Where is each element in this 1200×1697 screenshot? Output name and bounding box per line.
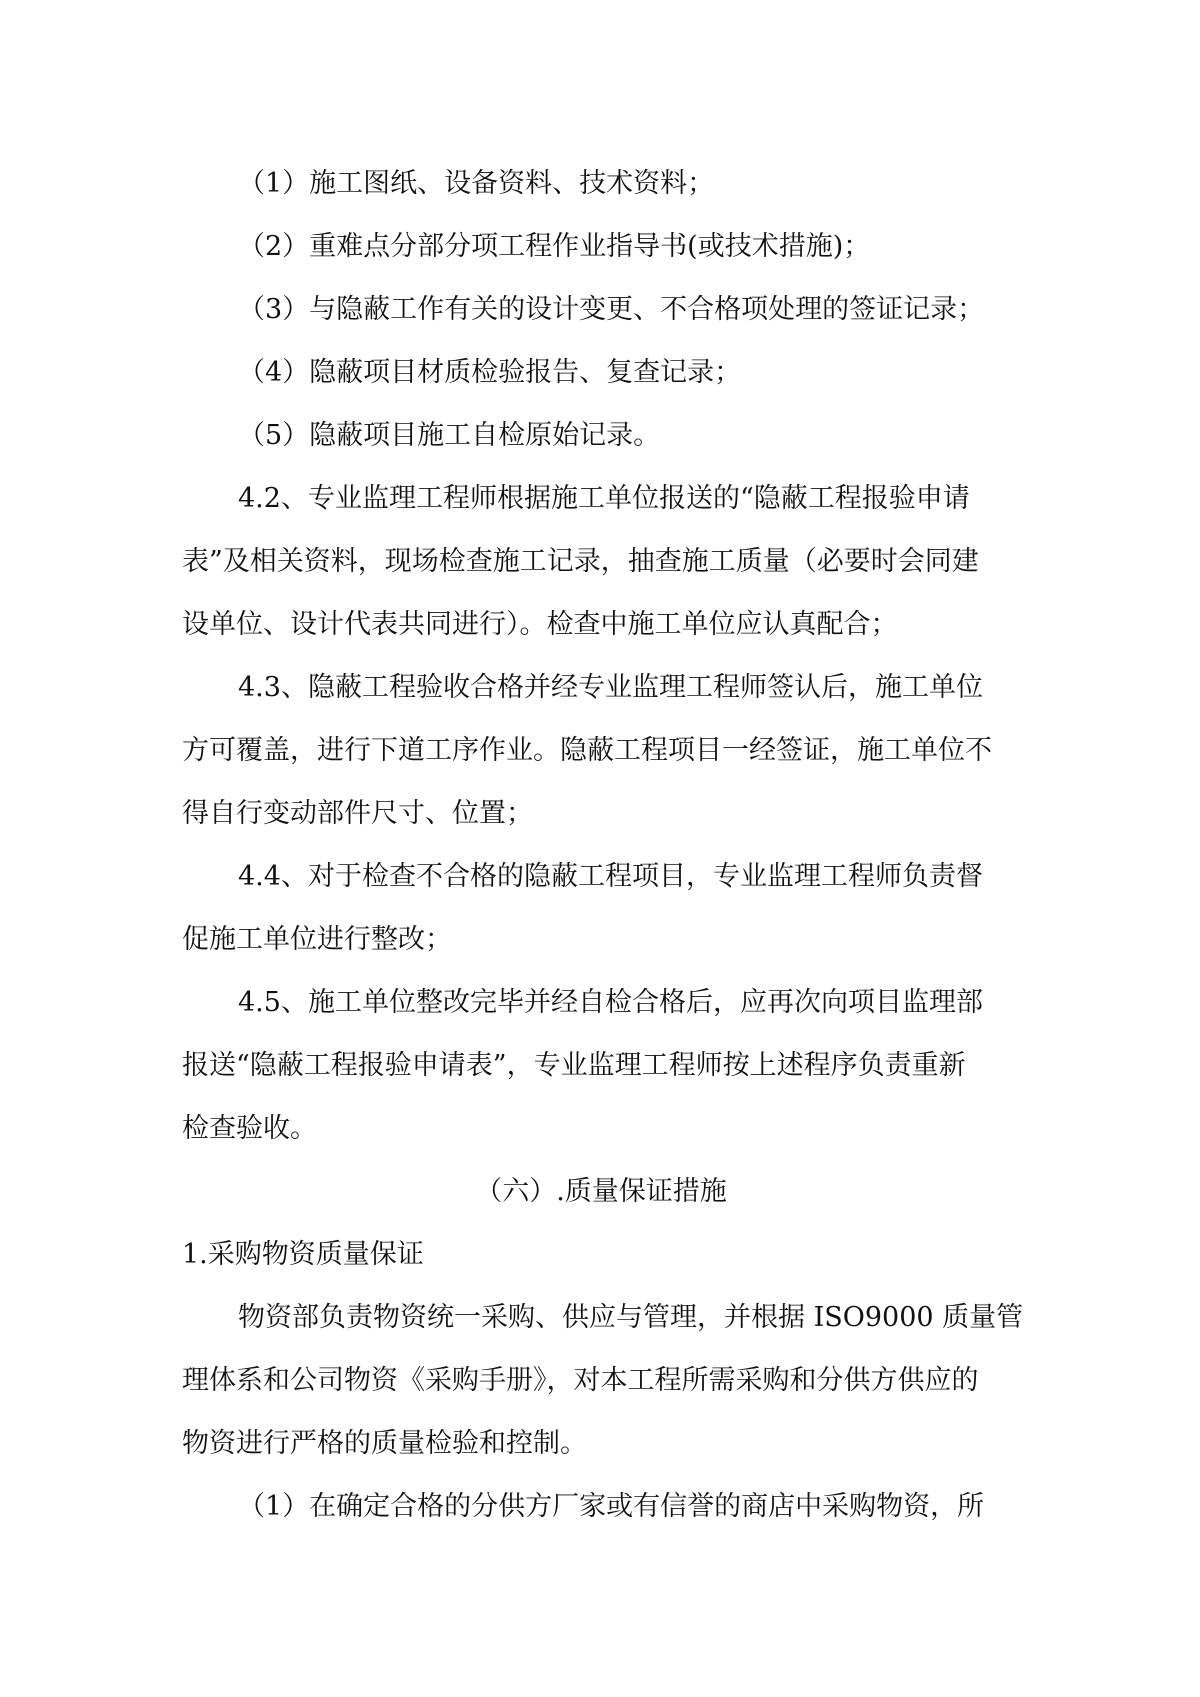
list-item-4: （4）隐蔽项目材质检验报告、复查记录； [238, 357, 742, 388]
paragraph-procurement-line-3: 物资进行严格的质量检验和控制。 [182, 1428, 587, 1459]
paragraph-4-5-line-2: 报送“隐蔽工程报验申请表”，专业监理工程师按上述程序负责重新 [182, 1050, 966, 1081]
paragraph-4-3-line-3: 得自行变动部件尺寸、位置； [182, 798, 533, 829]
paragraph-4-2-line-2: 表”及相关资料，现场检查施工记录，抽查施工质量（必要时会同建 [182, 546, 979, 577]
paragraph-procurement-line-1: 物资部负责物资统一采购、供应与管理，并根据 ISO9000 质量管 [238, 1302, 1024, 1333]
paragraph-4-4-line-2: 促施工单位进行整改； [182, 924, 452, 955]
paragraph-4-5-line-1: 4.5、施工单位整改完毕并经自检合格后，应再次向项目监理部 [238, 987, 983, 1018]
document-body [182, 152, 1024, 1538]
list-item-1: （1）施工图纸、设备资料、技术资料； [238, 168, 715, 199]
paragraph-4-4-line-1: 4.4、对于检查不合格的隐蔽工程项目，专业监理工程师负责督 [238, 861, 983, 892]
procurement-item-1-line-1: （1）在确定合格的分供方厂家或有信誉的商店中采购物资，所 [238, 1491, 985, 1522]
paragraph-procurement-line-2: 理体系和公司物资《采购手册》，对本工程所需采购和分供方供应的 [182, 1365, 979, 1396]
paragraph-4-3-line-1: 4.3、隐蔽工程验收合格并经专业监理工程师签认后，施工单位 [238, 672, 983, 703]
list-item-3: （3）与隐蔽工作有关的设计变更、不合格项处理的签证记录； [238, 294, 985, 325]
list-item-2: （2）重难点分部分项工程作业指导书(或技术措施)； [238, 231, 871, 262]
paragraph-4-3-line-2: 方可覆盖，进行下道工序作业。隐蔽工程项目一经签证，施工单位不 [182, 735, 992, 766]
paragraph-4-2-line-3: 设单位、设计代表共同进行）。检查中施工单位应认真配合； [182, 609, 898, 640]
subsection-heading: 1.采购物资质量保证 [182, 1239, 424, 1270]
paragraph-4-5-line-3: 检查验收。 [182, 1113, 317, 1144]
section-heading: （六）.质量保证措施 [475, 1176, 727, 1207]
paragraph-4-2-line-1: 4.2、专业监理工程师根据施工单位报送的“隐蔽工程报验申请 [238, 483, 970, 514]
list-item-5: （5）隐蔽项目施工自检原始记录。 [238, 420, 661, 451]
